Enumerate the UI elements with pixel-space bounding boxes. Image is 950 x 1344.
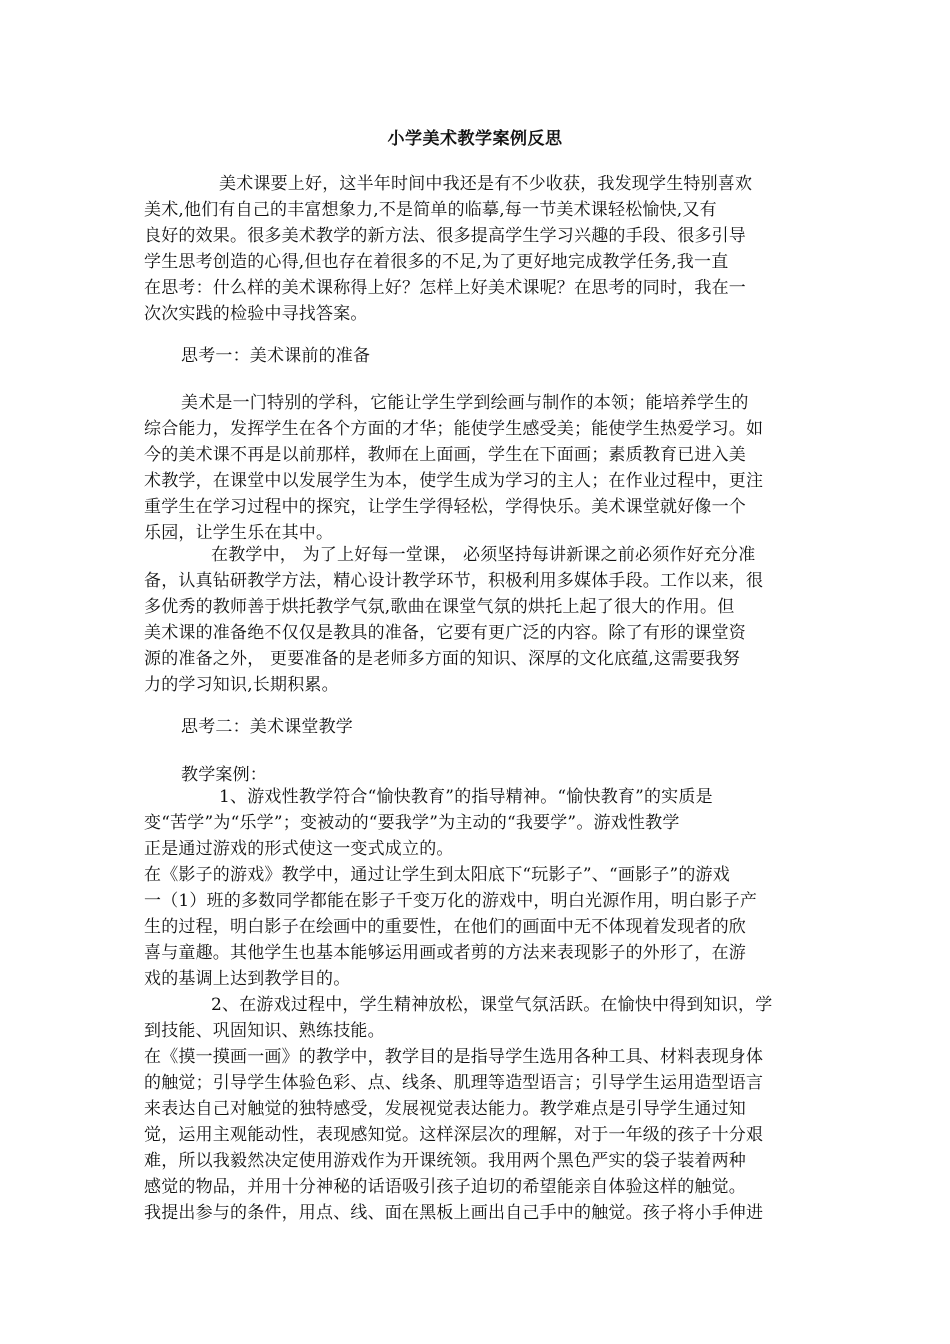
paragraph-line: 在《摸一摸画一画》的教学中，教学目的是指导学生选用各种工具、材料表现身体	[144, 1047, 764, 1067]
paragraph-line: 难，所以我毅然决定使用游戏作为开课统领。我用两个黑色严实的袋子装着两种	[144, 1151, 746, 1171]
paragraph-line: 美术课的准备绝不仅仅是教具的准备，它要有更广泛的内容。除了有形的课堂资	[144, 623, 746, 643]
paragraph-line: 美术,他们有自己的丰富想象力,不是简单的临摹,每一节美术课轻松愉快,又有	[144, 200, 717, 220]
paragraph-line: 良好的效果。很多美术教学的新方法、很多提高学生学习兴趣的手段、很多引导	[144, 226, 746, 246]
case-label: 教学案例：	[181, 765, 267, 785]
paragraph-line: 的触觉；引导学生体验色彩、点、线条、肌理等造型语言；引导学生运用造型语言	[144, 1073, 764, 1093]
paragraph-line: 在思考：什么样的美术课称得上好？怎样上好美术课呢？在思考的同时，我在一	[144, 278, 746, 298]
paragraph-line: 学生思考创造的心得,但也存在着很多的不足,为了更好地完成教学任务,我一直	[144, 252, 729, 272]
paragraph-line: 正是通过游戏的形式使这一变式成立的。	[144, 839, 454, 859]
section-heading-1: 思考一：美术课前的准备	[181, 346, 371, 366]
paragraph-line: 喜与童趣。其他学生也基本能够运用画或者剪的方法来表现影子的外形了，在游	[144, 943, 746, 963]
paragraph-line: 1、游戏性教学符合“愉快教育”的指导精神。“愉快教育”的实质是	[219, 787, 713, 807]
paragraph-line: 变“苦学”为“乐学”；变被动的“要我学”为主动的“我要学”。游戏性教学	[144, 813, 680, 833]
section-heading-2: 思考二：美术课堂教学	[181, 717, 353, 737]
paragraph-line: 戏的基调上达到教学目的。	[144, 969, 351, 989]
paragraph-line: 综合能力，发挥学生在各个方面的才华；能使学生感受美；能使学生热爱学习。如	[144, 419, 764, 439]
paragraph-line: 感觉的物品，并用十分神秘的话语吸引孩子迫切的希望能亲自体验这样的触觉。	[144, 1177, 746, 1197]
paragraph-line: 力的学习知识,长期积累。	[144, 675, 339, 695]
paragraph-line: 重学生在学习过程中的探究，让学生学得轻松，学得快乐。美术课堂就好像一个	[144, 497, 746, 517]
paragraph-line: 美术课要上好，这半年时间中我还是有不少收获，我发现学生特别喜欢	[219, 174, 753, 194]
paragraph-line: 源的准备之外， 更要准备的是老师多方面的知识、深厚的文化底蕴,这需要我努	[144, 649, 741, 669]
paragraph-line: 我提出参与的条件，用点、线、面在黑板上画出自己手中的触觉。孩子将小手伸进	[144, 1203, 764, 1223]
paragraph-line: 乐园，让学生乐在其中。	[144, 523, 334, 543]
paragraph-line: 术教学，在课堂中以发展学生为本，使学生成为学习的主人；在作业过程中，更注	[144, 471, 764, 491]
paragraph-line: 生的过程，明白影子在绘画中的重要性，在他们的画面中无不体现着发现者的欣	[144, 917, 746, 937]
paragraph-line: 美术是一门特别的学科，它能让学生学到绘画与制作的本领；能培养学生的	[181, 393, 749, 413]
paragraph-line: 在教学中， 为了上好每一堂课， 必须坚持每讲新课之前必须作好充分准	[211, 545, 756, 565]
paragraph-line: 来表达自己对触觉的独特感受，发展视觉表达能力。教学难点是引导学生通过知	[144, 1099, 746, 1119]
paragraph-line: 觉，运用主观能动性，表现感知觉。这样深层次的理解，对于一年级的孩子十分艰	[144, 1125, 764, 1145]
paragraph-line: 次次实践的检验中寻找答案。	[144, 304, 368, 324]
paragraph-line: 到技能、巩固知识、熟练技能。	[144, 1021, 385, 1041]
paragraph-line: 在《影子的游戏》教学中，通过让学生到太阳底下“玩影子”、“画影子”的游戏	[144, 865, 730, 885]
paragraph-line: 2、在游戏过程中，学生精神放松，课堂气氛活跃。在愉快中得到知识，学	[211, 995, 773, 1015]
paragraph-line: 今的美术课不再是以前那样，教师在上面画，学生在下面画；素质教育已进入美	[144, 445, 746, 465]
paragraph-line: 一（1）班的多数同学都能在影子千变万化的游戏中，明白光源作用，明白影子产	[144, 891, 758, 911]
page-title: 小学美术教学案例反思	[387, 129, 563, 149]
paragraph-line: 备，认真钻研教学方法，精心设计教学环节，积极利用多媒体手段。工作以来，很	[144, 571, 764, 591]
paragraph-line: 多优秀的教师善于烘托教学气氛,歌曲在课堂气氛的烘托上起了很大的作用。但	[144, 597, 735, 617]
